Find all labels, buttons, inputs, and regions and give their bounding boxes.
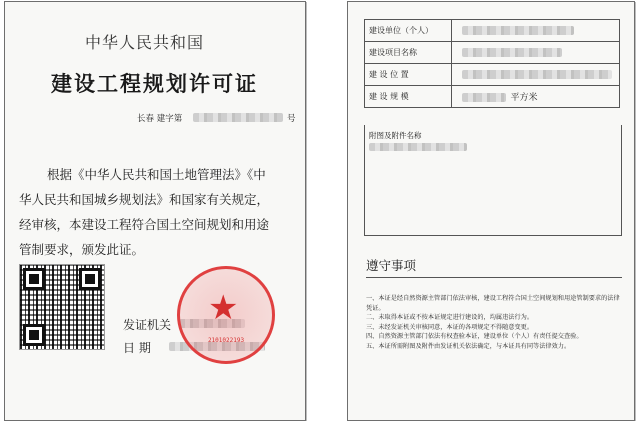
permit-title: 建设工程规划许可证 bbox=[51, 72, 258, 96]
row-label-project: 建设项目名称 bbox=[365, 42, 452, 64]
table-row bbox=[365, 64, 620, 86]
attachments-label: 附图及附件名称 bbox=[369, 131, 422, 140]
row-value-unit bbox=[452, 20, 620, 42]
table-row bbox=[365, 20, 620, 42]
scale-unit: 平方米 bbox=[510, 93, 538, 103]
redacted-cert-number bbox=[193, 113, 283, 122]
permit-info-table bbox=[364, 19, 620, 108]
body-line-1: 根据《中华人民共和国土地管理法》《中 bbox=[47, 167, 266, 182]
permit-back-page bbox=[347, 1, 635, 421]
row-value-location bbox=[452, 64, 620, 86]
attachments-box bbox=[364, 125, 622, 236]
row-label-scale: 建 设 规 模 bbox=[365, 86, 452, 108]
body-line-3: 经审核，本建设工程符合国土空间规划和用途 bbox=[19, 217, 270, 232]
cert-suffix: 号 bbox=[287, 114, 296, 124]
row-label-location: 建 设 位 置 bbox=[365, 64, 452, 86]
row-label-unit: 建设单位（个人） bbox=[365, 20, 452, 42]
notice-item: 三、未经发证机关审核同意，本证的各项规定不得随意变更。 bbox=[366, 323, 534, 331]
qr-code bbox=[19, 264, 105, 350]
table-row bbox=[365, 42, 620, 64]
body-line-4: 管制要求，颁发此证。 bbox=[19, 242, 145, 257]
row-value-project bbox=[452, 42, 620, 64]
notice-item: 二、未取得本证或不按本证规定进行建设的，均属违法行为。 bbox=[366, 314, 534, 322]
notice-list bbox=[366, 294, 622, 352]
notice-title: 遵守事项 bbox=[366, 258, 417, 273]
body-line-2: 华人民共和国城乡规划法》和国家有关规定， bbox=[19, 192, 270, 207]
table-row bbox=[365, 86, 620, 108]
notice-item: 五、本证所需附图及附件由发证机关依法确定，与本证具有同等法律效力。 bbox=[366, 342, 571, 350]
seal-star-icon: ★ bbox=[208, 288, 239, 328]
seal-number: 2101022193 bbox=[207, 337, 245, 344]
notice-divider bbox=[366, 277, 622, 278]
issuer-label: 发证机关 bbox=[123, 318, 172, 332]
official-seal bbox=[177, 266, 275, 364]
date-label: 日 期 bbox=[123, 341, 151, 355]
certificate-number bbox=[137, 112, 182, 124]
row-value-scale bbox=[452, 86, 620, 108]
notice-item: 四、自然资源主管部门依法有权查验本证，建设单位（个人）有责任提交查验。 bbox=[366, 333, 583, 341]
country-heading: 中华人民共和国 bbox=[85, 33, 205, 52]
permit-body-text bbox=[19, 162, 269, 262]
notice-item: 一、本证是经自然资源主管部门依法审核，建设工程符合国土空间规划和用途管制要求的法律凭证。 bbox=[366, 295, 620, 312]
cert-prefix: 长春 建字第 bbox=[137, 114, 183, 124]
redacted-attachments bbox=[369, 143, 467, 151]
permit-front-page bbox=[4, 1, 306, 421]
